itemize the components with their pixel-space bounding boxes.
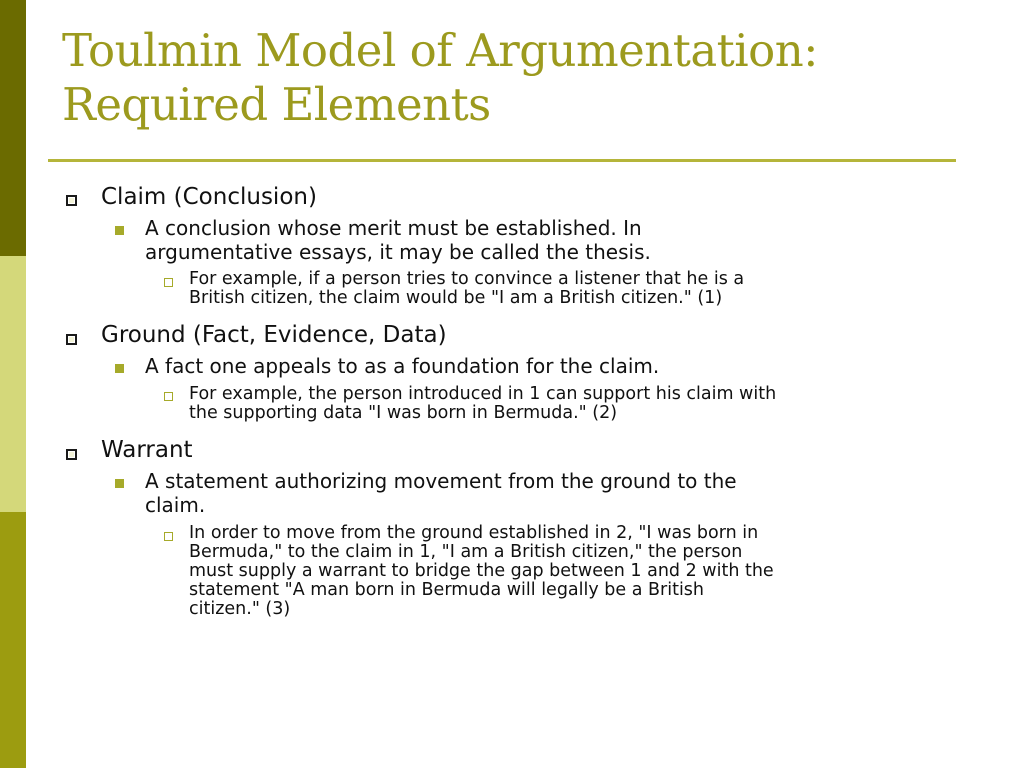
warrant-example-line: In order to move from the ground established in 2, "I was born in bbox=[189, 523, 759, 543]
title-line-2: Required Elements bbox=[62, 78, 491, 131]
level3-bullet-icon bbox=[164, 278, 173, 287]
claim-definition-line: A conclusion whose merit must be established. In bbox=[145, 216, 642, 240]
warrant-example-line: statement "A man born in Bermuda will legally be a British bbox=[189, 580, 705, 600]
ground-example-line: For example, the person introduced in 1 can support his claim with bbox=[189, 384, 777, 404]
warrant-definition bbox=[145, 469, 737, 517]
bullet-ground: Ground (Fact, Evidence, Data) bbox=[101, 322, 447, 348]
level2-bullet-icon bbox=[115, 479, 124, 488]
level1-bullet-icon bbox=[66, 449, 77, 460]
level3-bullet-icon bbox=[164, 392, 173, 401]
level1-bullet-icon bbox=[66, 195, 77, 206]
ground-definition-line: A fact one appeals to as a foundation for the claim. bbox=[145, 354, 660, 378]
level2-bullet-icon bbox=[115, 364, 124, 373]
claim-example-line: For example, if a person tries to convince a listener that he is a bbox=[189, 269, 745, 289]
ground-example-line: the supporting data "I was born in Bermuda." (2) bbox=[189, 403, 618, 423]
ground-definition bbox=[145, 354, 659, 378]
warrant-definition-line: claim. bbox=[145, 493, 206, 517]
warrant-example-line: citizen." (3) bbox=[189, 599, 291, 619]
warrant-example bbox=[189, 524, 774, 619]
side-band-bottom bbox=[0, 512, 26, 768]
claim-example bbox=[189, 270, 744, 308]
claim-definition bbox=[145, 216, 651, 264]
claim-example-line: British citizen, the claim would be "I am a British citizen." (1) bbox=[189, 288, 723, 308]
ground-example bbox=[189, 385, 776, 423]
bullet-warrant: Warrant bbox=[101, 437, 193, 463]
warrant-example-line: must supply a warrant to bridge the gap between 1 and 2 with the bbox=[189, 561, 774, 581]
side-band-middle bbox=[0, 256, 26, 512]
level2-bullet-icon bbox=[115, 226, 124, 235]
warrant-definition-line: A statement authorizing movement from the ground to the bbox=[145, 469, 737, 493]
title-divider bbox=[48, 159, 956, 162]
slide-title bbox=[62, 24, 962, 132]
title-line-1: Toulmin Model of Argumentation: bbox=[62, 24, 818, 77]
claim-definition-line: argumentative essays, it may be called the thesis. bbox=[145, 240, 651, 264]
level1-bullet-icon bbox=[66, 334, 77, 345]
warrant-example-line: Bermuda," to the claim in 1, "I am a British citizen," the person bbox=[189, 542, 743, 562]
side-band-top bbox=[0, 0, 26, 256]
level3-bullet-icon bbox=[164, 532, 173, 541]
bullet-claim: Claim (Conclusion) bbox=[101, 184, 317, 210]
